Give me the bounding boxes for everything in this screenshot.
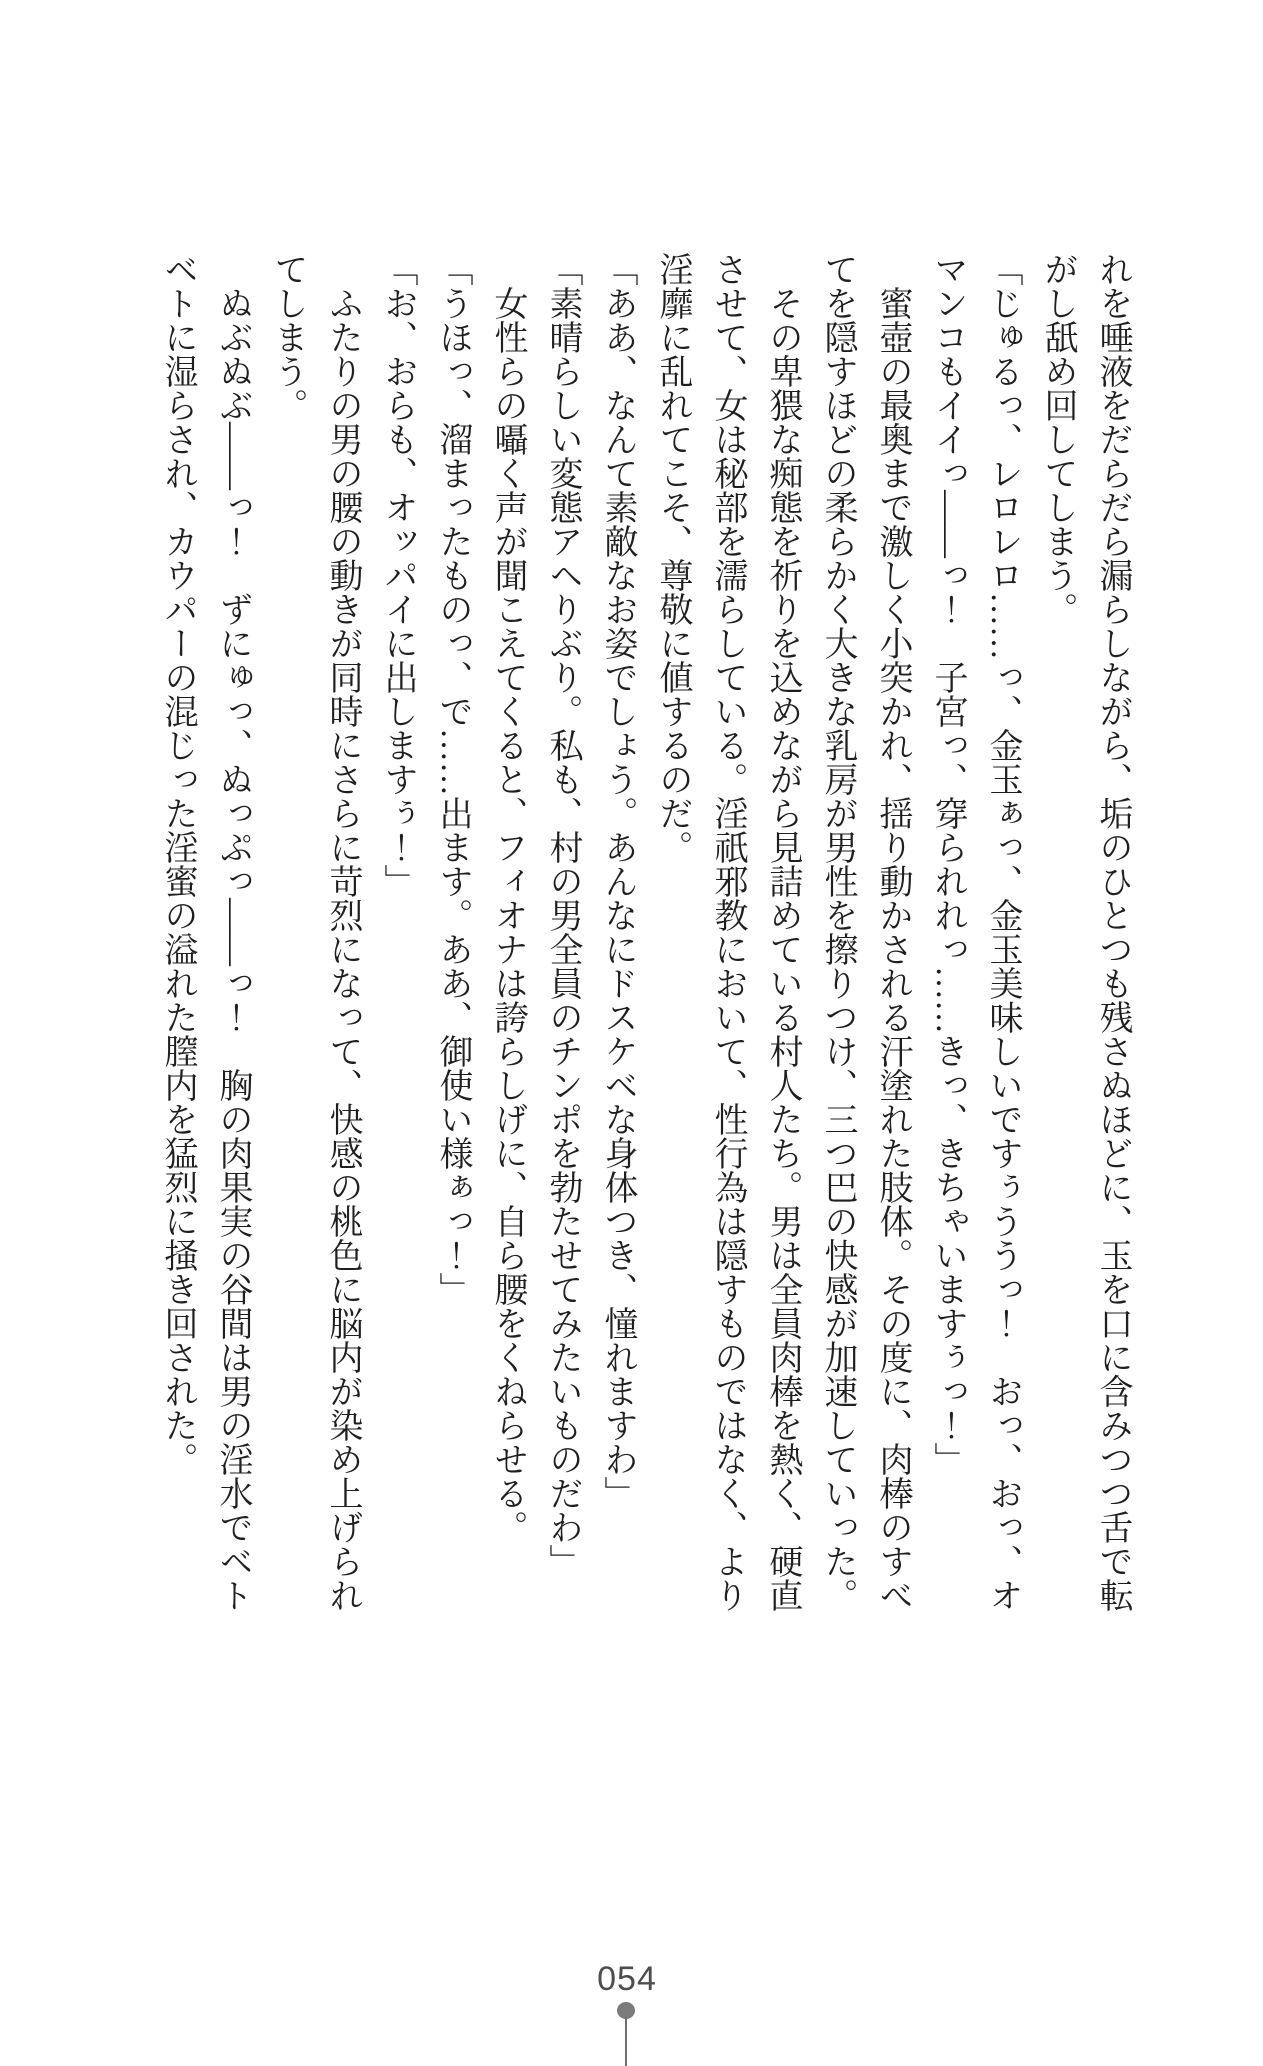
footer-rule (625, 2017, 627, 2066)
text-column: 「お、おらも、オッパイに出しますぅ！」 (379, 252, 416, 898)
text-column: 女性らの囁く声が聞こえてくると、フィオナは誇らしげに、自ら腰をくねらせる。 (489, 252, 526, 1544)
text-column: れを唾液をだらだら漏らしながら、垢のひとつも残さぬほどに、玉を口に含みつつ舌で転 (1094, 252, 1131, 1612)
text-column: 「ああ、なんて素敵なお姿でしょう。あんなにドスケベな身体つき、憧れますわ」 (599, 252, 636, 1510)
text-column: ベトに湿らされ、カウパーの混じった淫蜜の溢れた膣内を猛烈に掻き回された。 (159, 252, 196, 1476)
text-column: 「うほっ、溜まったものっ、で……出ます。ああ、御使い様ぁっ！」 (434, 252, 471, 1306)
text-column: がし舐め回してしまう。 (1039, 252, 1076, 626)
text-column: させて、女は秘部を濡らしている。淫祇邪教において、性行為は隠すものではなく、より (709, 252, 746, 1612)
text-column: その卑猥な痴態を祈りを込めながら見詰めている村人たち。男は全員肉棒を熱く、硬直 (764, 252, 801, 1612)
text-column: 「素晴らしい変態アヘりぶり。私も、村の男全員のチンポを勃たせてみたいものだわ」 (544, 252, 581, 1578)
vertical-text-block (148, 252, 1140, 1644)
text-column: ぬぶぬぶ――っ！ ずにゅっ、ぬっぷっ――っ！ 胸の肉果実の谷間は男の淫水でベト (214, 252, 251, 1612)
text-column: 淫靡に乱れてこそ、尊敬に値するのだ。 (654, 252, 691, 864)
text-column: てを隠すほどの柔らかく大きな乳房が男性を擦りつけ、三つ巴の快感が加速していった。 (819, 252, 856, 1612)
text-column: 蜜壺の最奥まで激しく小突かれ、揺り動かされる汗塗れた肢体。その度に、肉棒のすべ (874, 252, 911, 1612)
page-number: 054 (597, 1960, 657, 1998)
text-column: ふたりの男の腰の動きが同時にさらに苛烈になって、快感の桃色に脳内が染め上げられ (324, 252, 361, 1612)
text-column: てしまう。 (269, 252, 306, 422)
text-column: マンコもイイっ――っ！ 子宮っ、穿られれっ……きっ、きちゃいますぅっ！」 (929, 252, 966, 1476)
text-column: 「じゅるっ、レロレロ……っ、金玉ぁっ、金玉美味しいですぅううっ！ おっ、おっ、オ (984, 252, 1021, 1612)
